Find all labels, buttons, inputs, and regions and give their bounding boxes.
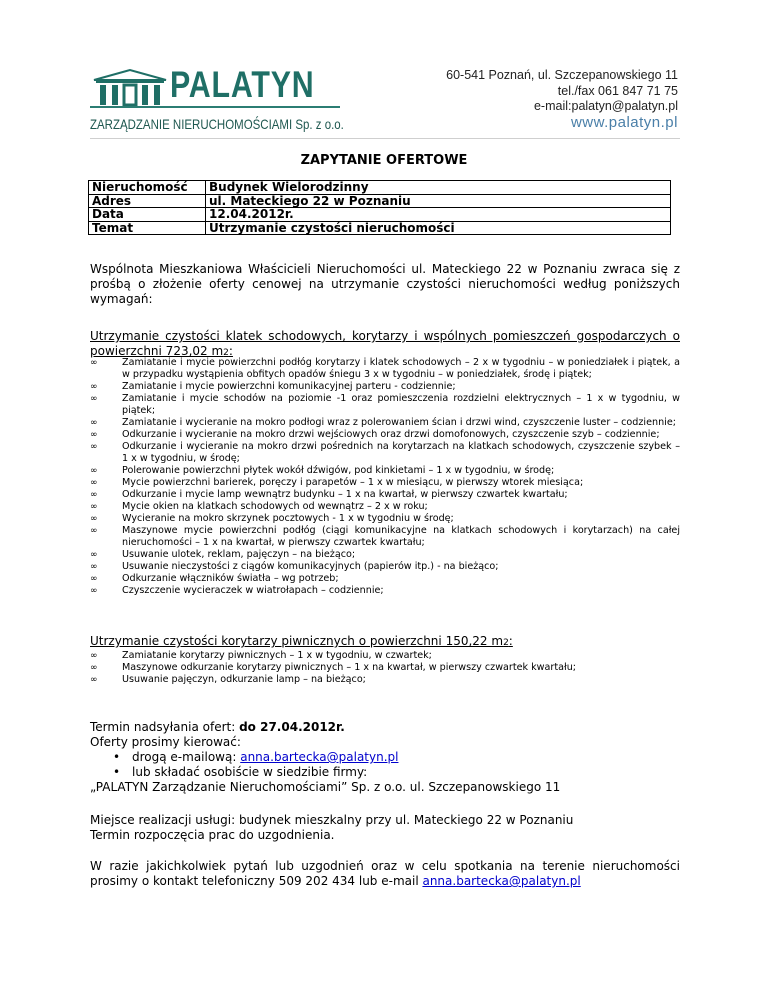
building-logo-icon — [90, 68, 170, 108]
list-item — [90, 357, 680, 381]
infinity-bullet-icon: ∞ — [90, 382, 98, 392]
section1-colon: : — [228, 344, 233, 358]
meta-value: ul. Mateckiego 22 w Poznaniu — [206, 194, 671, 208]
list-item — [90, 393, 680, 417]
infinity-bullet-icon: ∞ — [90, 550, 98, 560]
infinity-bullet-icon: ∞ — [90, 394, 98, 404]
logo-divider — [90, 106, 340, 108]
section2-heading-text: Utrzymanie czystości korytarzy piwnicznych o powierzchni 150,22 m — [90, 634, 504, 648]
meta-key: Temat — [89, 221, 206, 235]
list-item-text: Maszynowe odkurzanie korytarzy piwnicznych – 1 x na kwartał, w pierwszy czwartek kwartału; — [122, 662, 577, 673]
list-item — [90, 561, 680, 573]
list-item-text: Odkurzanie i mycie lamp wewnątrz budynku – 1 x na kwartał, w pierwszy czwartek kwartału; — [122, 489, 568, 500]
list-item-text: Czyszczenie wycieraczek w wiatrołapach – codziennie; — [122, 585, 384, 596]
list-item — [90, 674, 680, 686]
list-item-text: Mycie okien na klatkach schodowych od wewnątrz – 2 x w roku; — [122, 501, 428, 512]
list-item — [90, 477, 680, 489]
list-item-text: Usuwanie nieczystości z ciągów komunikacyjnych (papierów itp.) - na bieżąco; — [122, 561, 499, 572]
infinity-bullet-icon: ∞ — [90, 651, 98, 661]
list-item — [90, 381, 680, 393]
list-item — [90, 417, 680, 429]
infinity-bullet-icon: ∞ — [90, 514, 98, 524]
list-item-text: Zamiatanie i wycieranie na mokro podłogi wraz z polerowaniem ścian i drzwi wind, czyszczenie luster – codziennie; — [122, 417, 676, 428]
list-item — [90, 429, 680, 441]
meta-key: Data — [89, 208, 206, 222]
list-item-text: Maszynowe mycie powierzchni podłóg (ciągi komunikacyjne na klatkach schodowych i korytarzach) na całej nieruchomości – 1 x na kwartał, w pierwszy czwartek kwartału; — [122, 525, 680, 548]
infinity-bullet-icon: ∞ — [90, 358, 98, 368]
list-item-text: Zamiatanie i mycie powierzchni komunikacyjnej parteru - codziennie; — [122, 381, 456, 392]
list-item — [90, 465, 680, 477]
deadline-value: do 27.04.2012r. — [239, 720, 345, 734]
office-option: lub składać osobiście w siedzibie firmy: — [132, 765, 368, 779]
list-item — [90, 441, 680, 465]
section2-heading — [90, 634, 680, 651]
list-item-text: Zamiatanie i mycie schodów na poziomie -1 oraz pomieszczenia rozdzielni elektrycznych – 1 x w tygodniu, w piątek; — [122, 393, 680, 416]
email-link[interactable]: anna.bartecka@palatyn.pl — [240, 750, 399, 764]
logo-name: PALATYN — [170, 64, 315, 105]
infinity-bullet-icon: ∞ — [90, 574, 98, 584]
infinity-bullet-icon: ∞ — [90, 562, 98, 572]
email-option-label: drogą e-mailową: — [132, 750, 241, 764]
meta-key: Nieruchomość — [89, 181, 206, 195]
company-website: www.palatyn.pl — [570, 114, 678, 131]
contact-paragraph — [90, 859, 680, 889]
infinity-bullet-icon: ∞ — [90, 526, 98, 536]
deadline-line — [90, 720, 680, 735]
infinity-bullet-icon: ∞ — [90, 466, 98, 476]
contact-block — [446, 68, 678, 115]
table-row — [89, 181, 671, 195]
list-item — [90, 513, 680, 525]
infinity-bullet-icon: ∞ — [90, 478, 98, 488]
company-address: 60-541 Poznań, ul. Szczepanowskiego 11 — [446, 68, 678, 82]
list-item-text: Odkurzanie i wycieranie na mokro drzwi wejściowych oraz drzwi domofonowych, czyszczenie szyb – codziennie; — [122, 429, 660, 440]
meta-value: Utrzymanie czystości nieruchomości — [206, 221, 671, 235]
section2-colon: : — [508, 634, 513, 648]
list-item — [90, 650, 680, 662]
company-phone: tel./fax 061 847 71 75 — [557, 83, 678, 98]
list-item — [90, 525, 680, 549]
list-item — [90, 489, 680, 501]
meta-value: 12.04.2012r. — [206, 208, 671, 222]
deadline-label: Termin nadsyłania ofert: — [90, 720, 240, 734]
list-item — [90, 549, 680, 561]
document-title: ZAPYTANIE OFERTOWE — [300, 153, 468, 168]
section1-list — [90, 357, 680, 597]
meta-value: Budynek Wielorodzinny — [206, 181, 671, 195]
infinity-bullet-icon: ∞ — [90, 675, 98, 685]
section1-heading-text: Utrzymanie czystości klatek schodowych, korytarzy i wspólnych pomieszczeń gospodarczych o powierzchni 723,02 m — [90, 329, 680, 358]
email-option — [132, 750, 680, 765]
logo-subtitle: ZARZĄDZANIE NIERUCHOMOŚCIAMI Sp. z o.o. — [90, 116, 344, 132]
bullet-dot: • — [113, 750, 121, 764]
table-row — [89, 194, 671, 208]
list-item — [90, 573, 680, 585]
table-row — [89, 221, 671, 235]
list-item-text: Zamiatanie i mycie powierzchni podłóg korytarzy i klatek schodowych – 2 x w tygodniu – w poniedziałek i piątek, a w przypadku wystąpienia obfitych opadów śniegu 3 x w tygodniu – w poniedziałek, środę i piątek; — [122, 357, 680, 380]
list-item — [90, 501, 680, 513]
list-item-text: Odkurzanie włączników światła – wg potrzeb; — [122, 573, 339, 584]
company-logo — [90, 64, 360, 134]
list-item-text: Wycieranie na mokro skrzynek pocztowych - 1 x w tygodniu w środę; — [122, 513, 454, 524]
list-item-text: Polerowanie powierzchni płytek wokół dźwigów, pod kinkietami – 1 x w tygodniu, w środę; — [122, 465, 555, 476]
company-address-line: „PALATYN Zarządzanie Nieruchomościami” Sp. z o.o. ul. Szczepanowskiego 11 — [90, 780, 561, 794]
offers-to: Oferty prosimy kierować: — [90, 735, 241, 749]
header-divider — [90, 138, 680, 139]
contact-text: W razie jakichkolwiek pytań lub uzgodnień oraz w celu spotkania na terenie nieruchomości prosimy o kontakt telefoniczny 509 202 434 lub e-mail — [90, 859, 680, 888]
list-item — [90, 662, 680, 674]
infinity-bullet-icon: ∞ — [90, 418, 98, 428]
bullet-dot: • — [113, 765, 121, 779]
infinity-bullet-icon: ∞ — [90, 490, 98, 500]
list-item-text: Mycie powierzchni barierek, poręczy i parapetów – 1 x w miesiącu, w pierwszy wtorek miesiąca; — [122, 477, 584, 488]
infinity-bullet-icon: ∞ — [90, 442, 98, 452]
infinity-bullet-icon: ∞ — [90, 586, 98, 596]
section2-sup: 2 — [503, 638, 509, 648]
meta-key: Adres — [89, 194, 206, 208]
infinity-bullet-icon: ∞ — [90, 663, 98, 673]
infinity-bullet-icon: ∞ — [90, 430, 98, 440]
list-item-text: Zamiatanie korytarzy piwnicznych – 1 x w tygodniu, w czwartek; — [122, 650, 432, 661]
meta-table — [88, 180, 671, 235]
company-email: e-mail:palatyn@palatyn.pl — [533, 99, 678, 113]
list-item-text: Usuwanie ulotek, reklam, pajęczyn – na bieżąco; — [122, 549, 356, 560]
contact-email-link[interactable]: anna.bartecka@palatyn.pl — [422, 874, 581, 888]
intro-paragraph: Wspólnota Mieszkaniowa Właścicieli Nieruchomości ul. Mateckiego 22 w Poznaniu zwraca się z prośbą o złożenie oferty cenowej na utrzymanie czystości nieruchomości według poniższych wymagań: — [90, 262, 680, 306]
list-item-text: Usuwanie pajęczyn, odkurzanie lamp – na bieżąco; — [122, 674, 366, 685]
list-item — [90, 585, 680, 597]
table-row — [89, 208, 671, 222]
service-location: Miejsce realizacji usługi: budynek mieszkalny przy ul. Mateckiego 22 w Poznaniu — [90, 813, 574, 827]
infinity-bullet-icon: ∞ — [90, 502, 98, 512]
list-item-text: Odkurzanie i wycieranie na mokro drzwi pośrednich na korytarzach na klatkach schodowych, czyszczenie szybek – 1 x w tygodniu, w środę; — [122, 441, 680, 464]
start-date: Termin rozpoczęcia prac do uzgodnienia. — [90, 828, 335, 842]
section2-list — [90, 650, 680, 686]
section1-sup: 2 — [223, 348, 229, 358]
